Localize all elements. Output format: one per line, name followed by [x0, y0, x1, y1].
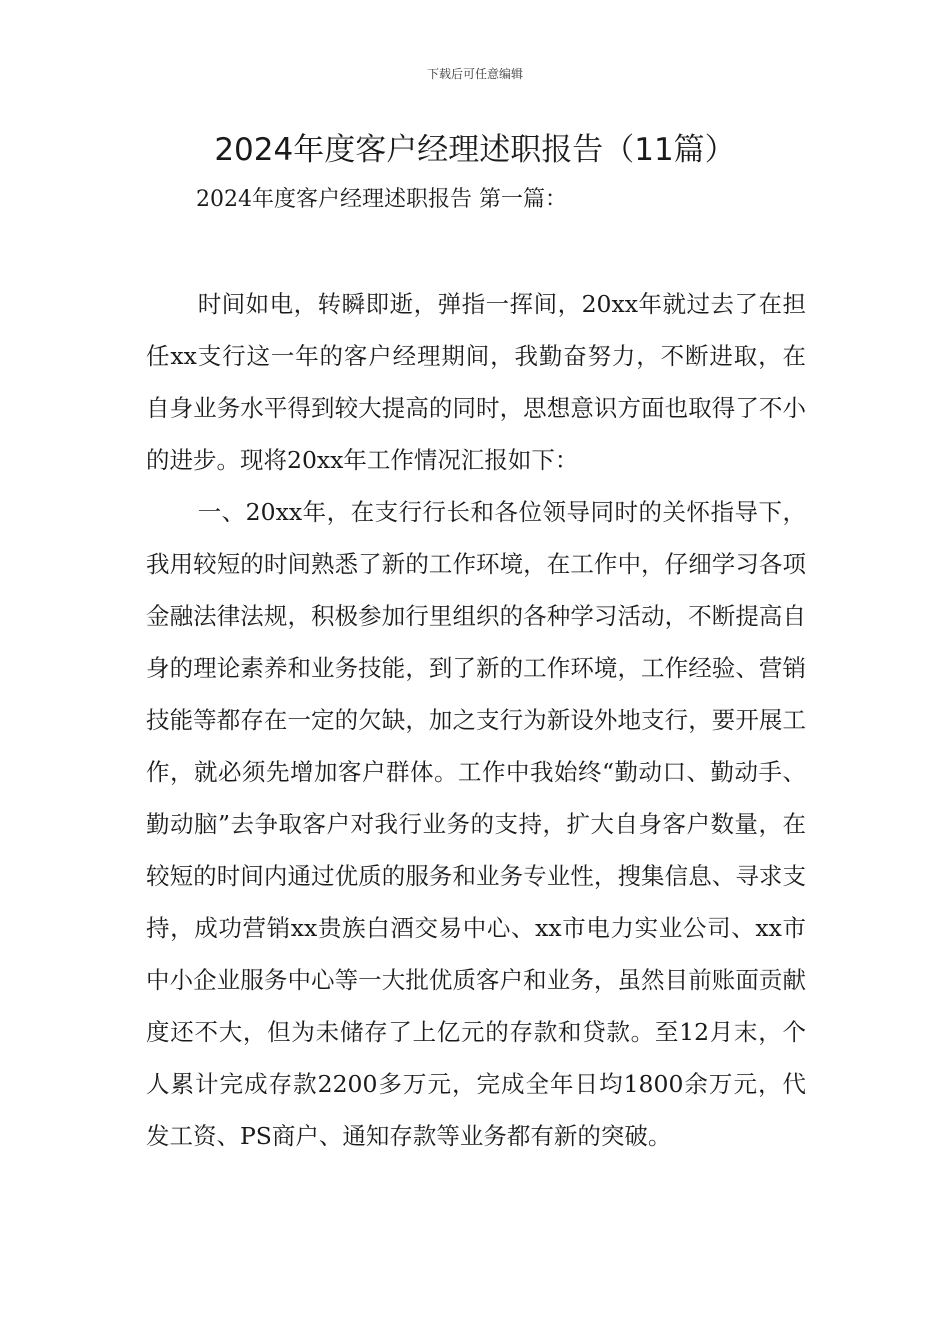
document-subtitle: 2024年度客户经理述职报告 第一篇： — [196, 187, 567, 212]
paragraph-section-one: 一、20xx年，在支行行长和各位领导同时的关怀指导下，我用较短的时间熟悉了新的工作环境，在工作中，仔细学习各项金融法律法规，积极参加行里组织的各种学习活动，不断提高自身的理论素养和业务技能，到了新的工作环境，工作经验、营销技能等都存在一定的欠缺，加之支行为新设外地支行，要开展工作，就必须先增加客户群体。工作中我始终“勤动口、勤动手、勤动脑”去争取客户对我行业务的支持，扩大自身客户数量，在较短的时间内通过优质的服务和业务专业性，搜集信息、寻求支持，成功营销xx贵族白酒交易中心、xx市电力实业公司、xx市中小企业服务中心等一大批优质客户和业务，虽然目前账面贡献度还不大，但为未储存了上亿元的存款和贷款。至12月末，个人累计完成存款2200多万元，完成全年日均1800余万元，代发工资、PS商户、通知存款等业务都有新的突破。 — [146, 498, 806, 1150]
document-body — [146, 278, 806, 1162]
paragraph-intro: 时间如电，转瞬即逝，弹指一挥间，20xx年就过去了在担任xx支行这一年的客户经理期间，我勤奋努力，不断进取，在自身业务水平得到较大提高的同时，思想意识方面也取得了不小的进步。现将20xx年工作情况汇报如下： — [146, 290, 806, 474]
page-header-note: 下载后可任意编辑 — [426, 67, 523, 81]
document-title: 2024年度客户经理述职报告（11篇） — [214, 132, 736, 168]
